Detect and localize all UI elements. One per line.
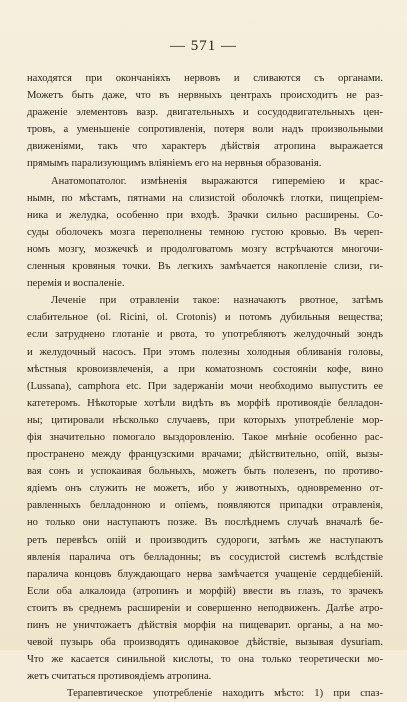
text-line: ядiемъ онъ служить не можетъ, ибо у животныхъ, одновременно от- [27, 483, 383, 495]
text-line: вая сонъ и успокаивая больныхъ, можетъ быть полезенъ, по противо- [27, 466, 383, 478]
text-line: ника и желудка, особенно при входѣ. Зрачки сильно расширены. Со- [27, 209, 383, 221]
text-line: драженiе элементовъ вазр. двигательныхъ и сосудодвигательныхъ цен- [27, 107, 383, 119]
text-line: Анатомопатолог. измѣненiя выражаются гиперемiею и крас- [51, 175, 383, 187]
text-line: сленныя кровяныя точки. Въ легкихъ замѣчается накопленiе слизи, ги- [27, 261, 383, 273]
text-line: паралича концовъ блуждающаго нерва замѣчается учащенiе сердцебiенiй. [27, 568, 383, 580]
text-line: находятся при окончанiяхъ нервовъ и сливаются съ органами. [27, 73, 383, 84]
text-line: равленныхъ белладонною и опiемъ, появляются припадки отравленiя, [27, 500, 383, 512]
text-line: чевой пузырь оба производятъ одинаковое дѣйствiе, вызывая dysuriam. [27, 637, 383, 649]
text-line: фiя значительно помогало выздоровленiю. Такое мнѣнiе особенно рас- [27, 431, 383, 443]
text-line: номъ мозгу, мозжечкѣ и продолговатомъ мозгу встрѣчаются многочи- [27, 243, 383, 255]
text-line: мѣстныя кровоизвлеченiя, а при коматозномъ состоянiи кофе, вино [27, 363, 383, 375]
text-line: слабительное (ol. Ricini, ol. Crotonis) и потомъ дубильныя вещества; [27, 312, 383, 324]
text-line: движенiями, такъ что характеръ дѣйствiя атропина выражается [27, 141, 383, 153]
text-line: и желудочный насосъ. При этомъ полезны холодныя обливанiя головы, [27, 346, 383, 358]
text-line: жетъ считаться противоядiемъ атропина. [27, 671, 212, 683]
text-line: пространено между французскими врачами; дѣйствительно, опiй, вызы- [27, 449, 383, 461]
text-line: ны; цитировали нѣсколько случаевъ, при которыхъ употребленiе мор- [27, 414, 383, 426]
text-line: явленiя паралича отъ белладонны; въ сосудистой системѣ вслѣдствiе [27, 551, 383, 563]
text-line: Терапевтическое употребленiе находитъ мѣсто: 1) при спаз- [67, 688, 383, 700]
page-number: — 571 — [170, 38, 237, 54]
text-line: пинъ не уничтожаетъ дѣйствiя морфiя на пищеварит. органы, а на мо- [27, 620, 383, 631]
text-line: суды оболочекъ мозга переполнены темною густою кровью. Въ череп- [27, 226, 383, 238]
text-line: (Lussana), camphora etc. При задержанiи мочи необходимо выпустить ее [27, 380, 383, 392]
text-line: Можетъ быть даже, что въ нервныхъ центрахъ происходитъ не раз- [27, 90, 383, 102]
text-line: стоитъ въ среднемъ расширенiи и совершенно неподвиженъ. Далѣе атро- [27, 602, 383, 614]
text-line: нымн, по мѣстамъ, пятнами на слизистой оболочкѣ глотки, пищепрiем- [27, 192, 383, 204]
text-line: перемiя и воспаленiе. [27, 278, 125, 290]
text-line: ретъ перевѣсъ опiй и производитъ судороги, затѣмъ же наступаютъ [27, 534, 383, 546]
text-line: прямымъ парализующимъ влiянiемъ его на нервныя образованiя. [27, 158, 322, 170]
text-line: катетеромъ. Нѣкоторые хотѣли видѣть въ морфiѣ противоядiе белладон- [27, 397, 383, 409]
text-line: тровъ, а уменьшенiе сопротивленiя, потеря воли надъ произвольными [27, 124, 383, 136]
text-line: если затруднено глотанiе и рвота, то употребляютъ желудочный зондъ [27, 329, 383, 341]
text-line: Леченiе при отравленiи такое: назначаютъ рвотное, затѣмъ [51, 295, 383, 307]
text-line: Что же касается синильной кислоты, то она только теоретически мо- [27, 654, 383, 666]
text-line: Если оба алкалоида (атропинъ и морфiй) ввести въ глазъ, то зрачекъ [27, 585, 383, 597]
text-line: но только они наступаютъ позже. Въ послѣднемъ случаѣ вначалѣ бе- [27, 517, 383, 529]
body-text [27, 70, 383, 702]
